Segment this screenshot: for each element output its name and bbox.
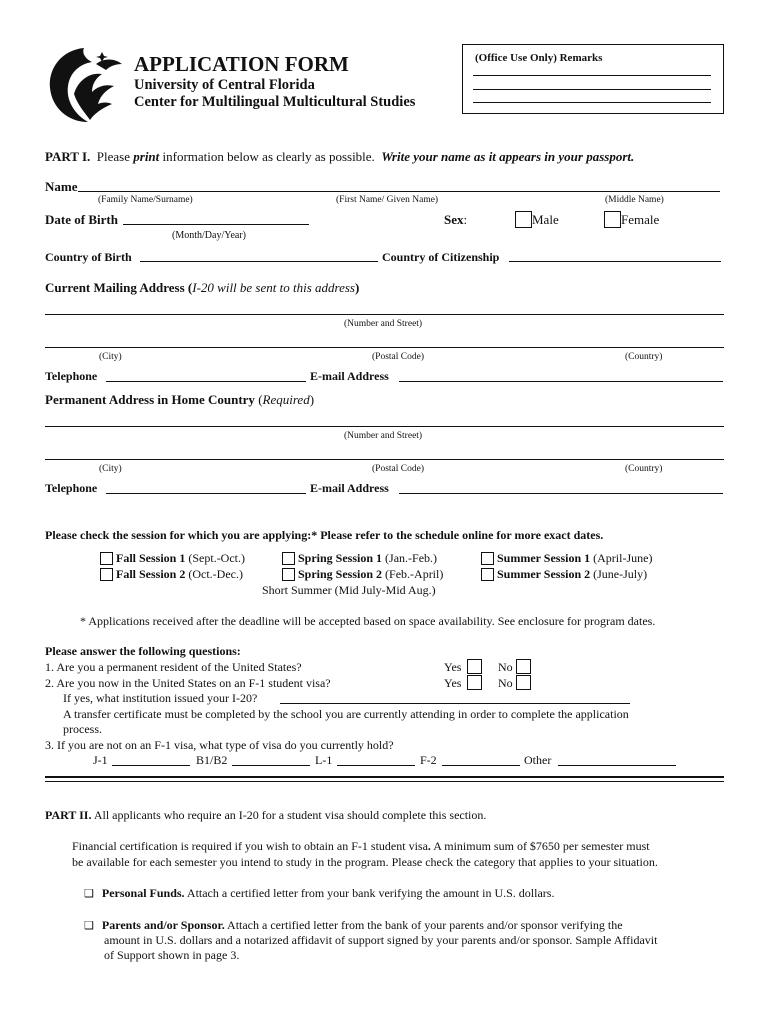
- sponsor-item-line-3: of Support shown in page 3.: [104, 948, 240, 962]
- spring-session-2-label: Spring Session 2 (Feb.-April): [298, 567, 444, 581]
- question-3: 3. If you are not on an F-1 visa, what type of visa do you currently hold?: [45, 738, 394, 752]
- visa-other-field[interactable]: [558, 765, 676, 766]
- country-citizenship-label: Country of Citizenship: [382, 250, 500, 264]
- transfer-note-1: A transfer certificate must be completed by the school you are currently attending in order to complete the application: [63, 707, 629, 721]
- form-title: APPLICATION FORM: [134, 52, 349, 76]
- female-checkbox[interactable]: [604, 211, 621, 228]
- telephone-label-1: Telephone: [45, 369, 98, 383]
- telephone-label-2: Telephone: [45, 481, 98, 495]
- checkbox-bullet-icon[interactable]: ❑: [84, 920, 94, 932]
- email-label-1: E-mail Address: [310, 369, 389, 383]
- spring-session-2-checkbox[interactable]: [282, 568, 295, 581]
- male-label: Male: [532, 212, 559, 227]
- office-remarks-box: [462, 44, 724, 114]
- section-divider: [45, 776, 724, 782]
- name-field[interactable]: [78, 191, 720, 192]
- q2-followup: If yes, what institution issued your I-20?: [63, 691, 258, 705]
- mailing-street-field[interactable]: [45, 314, 724, 315]
- permanent-country-caption: (Country): [625, 464, 663, 474]
- country-birth-label: Country of Birth: [45, 250, 132, 264]
- permanent-street-field[interactable]: [45, 426, 724, 427]
- instr-print: print: [133, 149, 160, 164]
- financial-cert-line-2: be available for each semester you intend to study in the program. Please check the category that applies to your situation.: [72, 855, 658, 869]
- visa-b1b2-field[interactable]: [232, 765, 310, 766]
- question-1: 1. Are you a permanent resident of the United States?: [45, 660, 302, 674]
- session-prompt: Please check the session for which you are applying:* Please refer to the schedule online for more exact dates.: [45, 528, 604, 542]
- visa-b1b2-label: B1/B2: [196, 753, 228, 767]
- transfer-note-2: process.: [63, 722, 102, 736]
- center-name: Center for Multilingual Multicultural Studies: [134, 94, 416, 110]
- email-field-2[interactable]: [399, 493, 723, 494]
- part1-instructions: [45, 149, 634, 165]
- short-summer-label: Short Summer (Mid July-Mid Aug.): [262, 583, 436, 597]
- permanent-postal-caption: (Postal Code): [372, 464, 424, 474]
- i20-institution-field[interactable]: [280, 703, 630, 704]
- visa-l1-label: L-1: [315, 753, 333, 767]
- fall-session-1-checkbox[interactable]: [100, 552, 113, 565]
- university-name: University of Central Florida: [134, 77, 315, 93]
- mailing-street-caption: (Number and Street): [344, 319, 423, 329]
- mailing-country-caption: (Country): [625, 352, 663, 362]
- dob-field[interactable]: [123, 224, 309, 225]
- q2-no-label: No: [498, 676, 513, 690]
- mailing-city-field[interactable]: [45, 347, 724, 348]
- remarks-line-1[interactable]: [473, 75, 711, 76]
- sponsor-item-line-2: amount in U.S. dollars and a notarized affidavit of support signed by your parents and/or sponsor. Sample Affidavit: [104, 933, 658, 947]
- email-field-1[interactable]: [399, 381, 723, 382]
- permanent-city-field[interactable]: [45, 459, 724, 460]
- mailing-postal-caption: (Postal Code): [372, 352, 424, 362]
- q1-yes-label: Yes: [444, 660, 462, 674]
- visa-f2-field[interactable]: [442, 765, 520, 766]
- mailing-city-caption: (City): [99, 352, 122, 362]
- q2-no-checkbox[interactable]: [516, 675, 531, 690]
- sex-label: Sex:: [444, 212, 468, 227]
- mailing-address-label: Current Mailing Address (I-20 will be sent to this address): [45, 280, 360, 295]
- permanent-street-caption: (Number and Street): [344, 431, 423, 441]
- telephone-field-2[interactable]: [106, 493, 306, 494]
- visa-l1-field[interactable]: [337, 765, 415, 766]
- instr-passport: Write your name as it appears in your passport.: [381, 149, 635, 164]
- summer-session-1-checkbox[interactable]: [481, 552, 494, 565]
- country-birth-field[interactable]: [140, 261, 378, 262]
- visa-f2-label: F-2: [420, 753, 437, 767]
- fall-session-1-label: Fall Session 1 (Sept.-Oct.): [116, 551, 246, 565]
- first-name-caption: (First Name/ Given Name): [336, 195, 439, 205]
- summer-session-2-checkbox[interactable]: [481, 568, 494, 581]
- ucf-pegasus-logo-icon: [44, 44, 130, 126]
- deadline-note: * Applications received after the deadline will be accepted based on space availability. See enclosure for program dates.: [80, 614, 656, 628]
- visa-other-label: Other: [524, 753, 552, 767]
- q2-yes-label: Yes: [444, 676, 462, 690]
- question-2: 2. Are you now in the United States on an F-1 student visa?: [45, 676, 331, 690]
- spring-session-1-label: Spring Session 1 (Jan.-Feb.): [298, 551, 438, 565]
- email-label-2: E-mail Address: [310, 481, 389, 495]
- summer-session-1-label: Summer Session 1 (April-June): [497, 551, 653, 565]
- remarks-line-2[interactable]: [473, 89, 711, 90]
- male-checkbox[interactable]: [515, 211, 532, 228]
- female-label: Female: [621, 212, 660, 227]
- financial-cert-line-1: Financial certification is required if you wish to obtain an F-1 student visa. A minimum sum of $7650 per semester must: [72, 839, 650, 853]
- name-label: Name: [45, 179, 78, 194]
- part2-intro: PART II. All applicants who require an I-20 for a student visa should complete this section.: [45, 808, 487, 822]
- middle-name-caption: (Middle Name): [605, 195, 664, 205]
- q1-no-checkbox[interactable]: [516, 659, 531, 674]
- visa-j1-field[interactable]: [112, 765, 190, 766]
- family-name-caption: (Family Name/Surname): [98, 195, 193, 205]
- q2-yes-checkbox[interactable]: [467, 675, 482, 690]
- part1-heading: PART I.: [45, 149, 91, 164]
- office-remarks-label: (Office Use Only) Remarks: [475, 52, 603, 64]
- checkbox-bullet-icon[interactable]: ❑: [84, 888, 94, 900]
- telephone-field-1[interactable]: [106, 381, 306, 382]
- summer-session-2-label: Summer Session 2 (June-July): [497, 567, 648, 581]
- dob-format-caption: (Month/Day/Year): [172, 230, 246, 241]
- country-citizenship-field[interactable]: [509, 261, 721, 262]
- sponsor-item: ❑ Parents and/or Sponsor. Attach a certified letter from the bank of your parents and/or sponsor verifying the: [84, 918, 623, 932]
- q1-yes-checkbox[interactable]: [467, 659, 482, 674]
- permanent-city-caption: (City): [99, 464, 122, 474]
- personal-funds-item: ❑ Personal Funds. Attach a certified letter from your bank verifying the amount in U.S. dollars.: [84, 886, 555, 900]
- instr-text: Please: [96, 149, 134, 164]
- fall-session-2-checkbox[interactable]: [100, 568, 113, 581]
- remarks-line-3[interactable]: [473, 102, 711, 103]
- dob-label: Date of Birth: [45, 212, 118, 227]
- fall-session-2-label: Fall Session 2 (Oct.-Dec.): [116, 567, 243, 581]
- permanent-address-label: Permanent Address in Home Country (Required): [45, 392, 315, 407]
- visa-j1-label: J-1: [93, 753, 108, 767]
- questions-heading: Please answer the following questions:: [45, 644, 241, 658]
- q1-no-label: No: [498, 660, 513, 674]
- instr-text-2: information below as clearly as possible.: [159, 149, 375, 164]
- spring-session-1-checkbox[interactable]: [282, 552, 295, 565]
